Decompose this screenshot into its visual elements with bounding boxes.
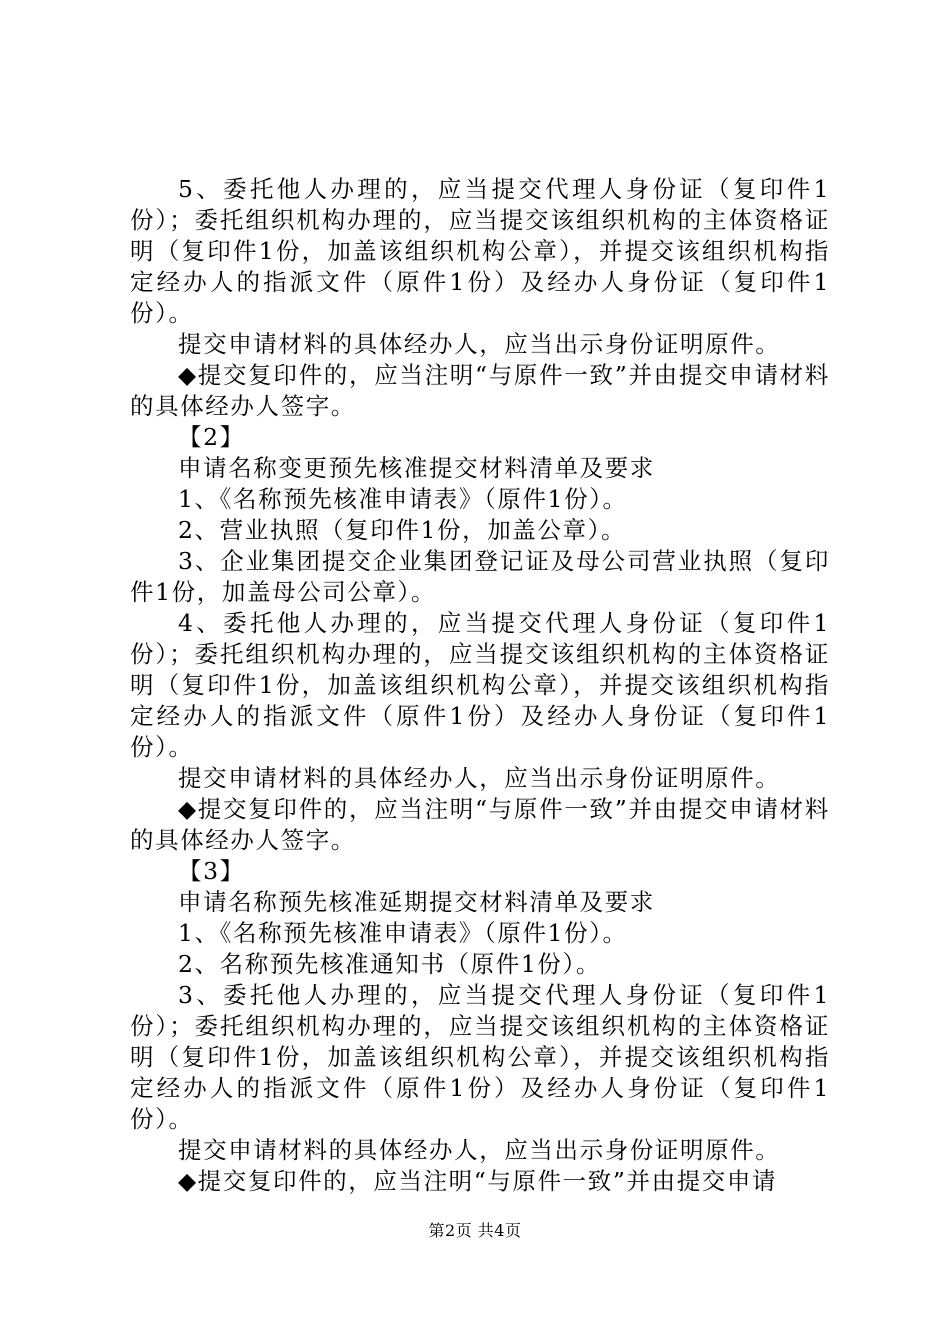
section-3-marker: 【3】 bbox=[178, 857, 245, 885]
section-2-marker: 【2】 bbox=[178, 423, 245, 451]
document-body bbox=[130, 174, 830, 1197]
section-2-item-2: 2、营业执照（复印件1份，加盖公章）。 bbox=[178, 516, 627, 544]
paragraph-delegation-5: 5、委托他人办理的，应当提交代理人身份证（复印件1份）；委托组织机构办理的，应当提交该组织机构的主体资格证明（复印件1份，加盖该组织机构公章），并提交该组织机构指定经办人的指派文件（原件1份）及经办人身份证（复印件1份）。 bbox=[130, 175, 830, 327]
section-2-item-3: 3、企业集团提交企业集团登记证及母公司营业执照（复印件1份，加盖母公司公章）。 bbox=[130, 547, 830, 606]
section-3-item-2: 2、名称预先核准通知书（原件1份）。 bbox=[178, 950, 601, 978]
section-3-title: 申请名称预先核准延期提交材料清单及要求 bbox=[178, 888, 655, 916]
section-2-copy-note: ◆提交复印件的，应当注明“与原件一致”并由提交申请材料的具体经办人签字。 bbox=[130, 795, 830, 854]
paragraph-copy-note: ◆提交复印件的，应当注明“与原件一致”并由提交申请材料的具体经办人签字。 bbox=[130, 361, 830, 420]
section-2-item-1: 1、《名称预先核准申请表》（原件1份）。 bbox=[178, 485, 628, 513]
section-3-item-3: 3、委托他人办理的，应当提交代理人身份证（复印件1份）；委托组织机构办理的，应当提交该组织机构的主体资格证明（复印件1份，加盖该组织机构公章），并提交该组织机构指定经办人的指派文件（原件1份）及经办人身份证（复印件1份）。 bbox=[130, 981, 830, 1133]
section-3-id-note: 提交申请材料的具体经办人，应当出示身份证明原件。 bbox=[178, 1136, 781, 1164]
section-2-item-4: 4、委托他人办理的，应当提交代理人身份证（复印件1份）；委托组织机构办理的，应当提交该组织机构的主体资格证明（复印件1份，加盖该组织机构公章），并提交该组织机构指定经办人的指派文件（原件1份）及经办人身份证（复印件1份）。 bbox=[130, 609, 830, 761]
paragraph-id-note: 提交申请材料的具体经办人，应当出示身份证明原件。 bbox=[178, 330, 781, 358]
section-2-id-note: 提交申请材料的具体经办人，应当出示身份证明原件。 bbox=[178, 764, 781, 792]
section-2-title: 申请名称变更预先核准提交材料清单及要求 bbox=[178, 454, 655, 482]
section-3-item-1: 1、《名称预先核准申请表》（原件1份）。 bbox=[178, 919, 628, 947]
section-3-copy-note: ◆提交复印件的，应当注明“与原件一致”并由提交申请 bbox=[178, 1167, 778, 1195]
page-footer: 第2页 共4页 bbox=[428, 1221, 522, 1240]
